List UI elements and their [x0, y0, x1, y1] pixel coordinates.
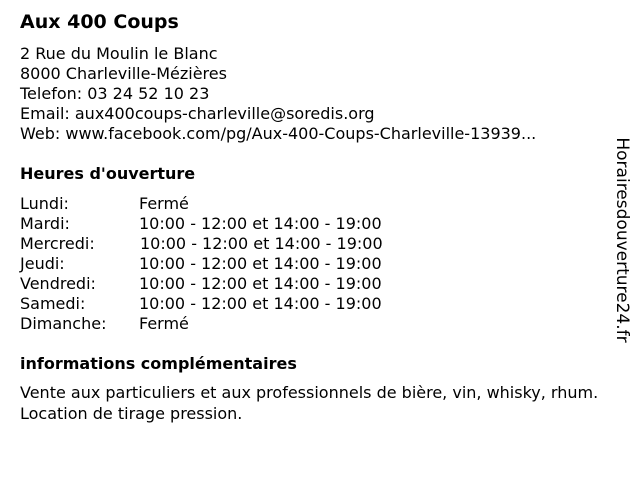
- email-line: Email: aux400coups-charleville@soredis.org: [20, 104, 375, 123]
- day-label: Mercredi:: [20, 234, 95, 253]
- contact-block: [20, 44, 536, 144]
- day-label: Lundi:: [20, 194, 69, 213]
- day-label: Mardi:: [20, 214, 70, 233]
- day-label: Dimanche:: [20, 314, 107, 333]
- hours-row-sunday: [20, 314, 440, 334]
- phone-line: Telefon: 03 24 52 10 23: [20, 84, 210, 103]
- day-label: Samedi:: [20, 294, 86, 313]
- street-address: 2 Rue du Moulin le Blanc: [20, 44, 218, 63]
- hours-row-thursday: [20, 254, 440, 274]
- hours-row-friday: [20, 274, 440, 294]
- time-value: Fermé: [139, 314, 189, 333]
- info-description: Vente aux particuliers et aux professionnels de bière, vin, whisky, rhum. Location de tirage pression.: [20, 383, 599, 423]
- hours-row-saturday: [20, 294, 440, 314]
- business-name: Aux 400 Coups: [20, 11, 179, 33]
- time-value: 10:00 - 12:00 et 14:00 - 19:00: [139, 294, 382, 313]
- time-value: 10:00 - 12:00 et 14:00 - 19:00: [140, 234, 383, 253]
- time-value: Fermé: [139, 194, 189, 213]
- hours-row-monday: [20, 194, 440, 214]
- hours-row-tuesday: [20, 214, 440, 234]
- website-line: Web: www.facebook.com/pg/Aux-400-Coups-Charleville-13939...: [20, 124, 537, 143]
- watermark-text: Horairesdouverture24.fr: [612, 137, 632, 343]
- hours-table: [20, 194, 440, 334]
- day-label: Jeudi:: [20, 254, 65, 273]
- info-heading: informations complémentaires: [20, 354, 297, 373]
- time-value: 10:00 - 12:00 et 14:00 - 19:00: [139, 274, 382, 293]
- time-value: 10:00 - 12:00 et 14:00 - 19:00: [139, 254, 382, 273]
- city-address: 8000 Charleville-Mézières: [20, 64, 227, 83]
- time-value: 10:00 - 12:00 et 14:00 - 19:00: [139, 214, 382, 233]
- day-label: Vendredi:: [20, 274, 96, 293]
- hours-heading: Heures d'ouverture: [20, 164, 196, 183]
- hours-row-wednesday: [20, 234, 440, 254]
